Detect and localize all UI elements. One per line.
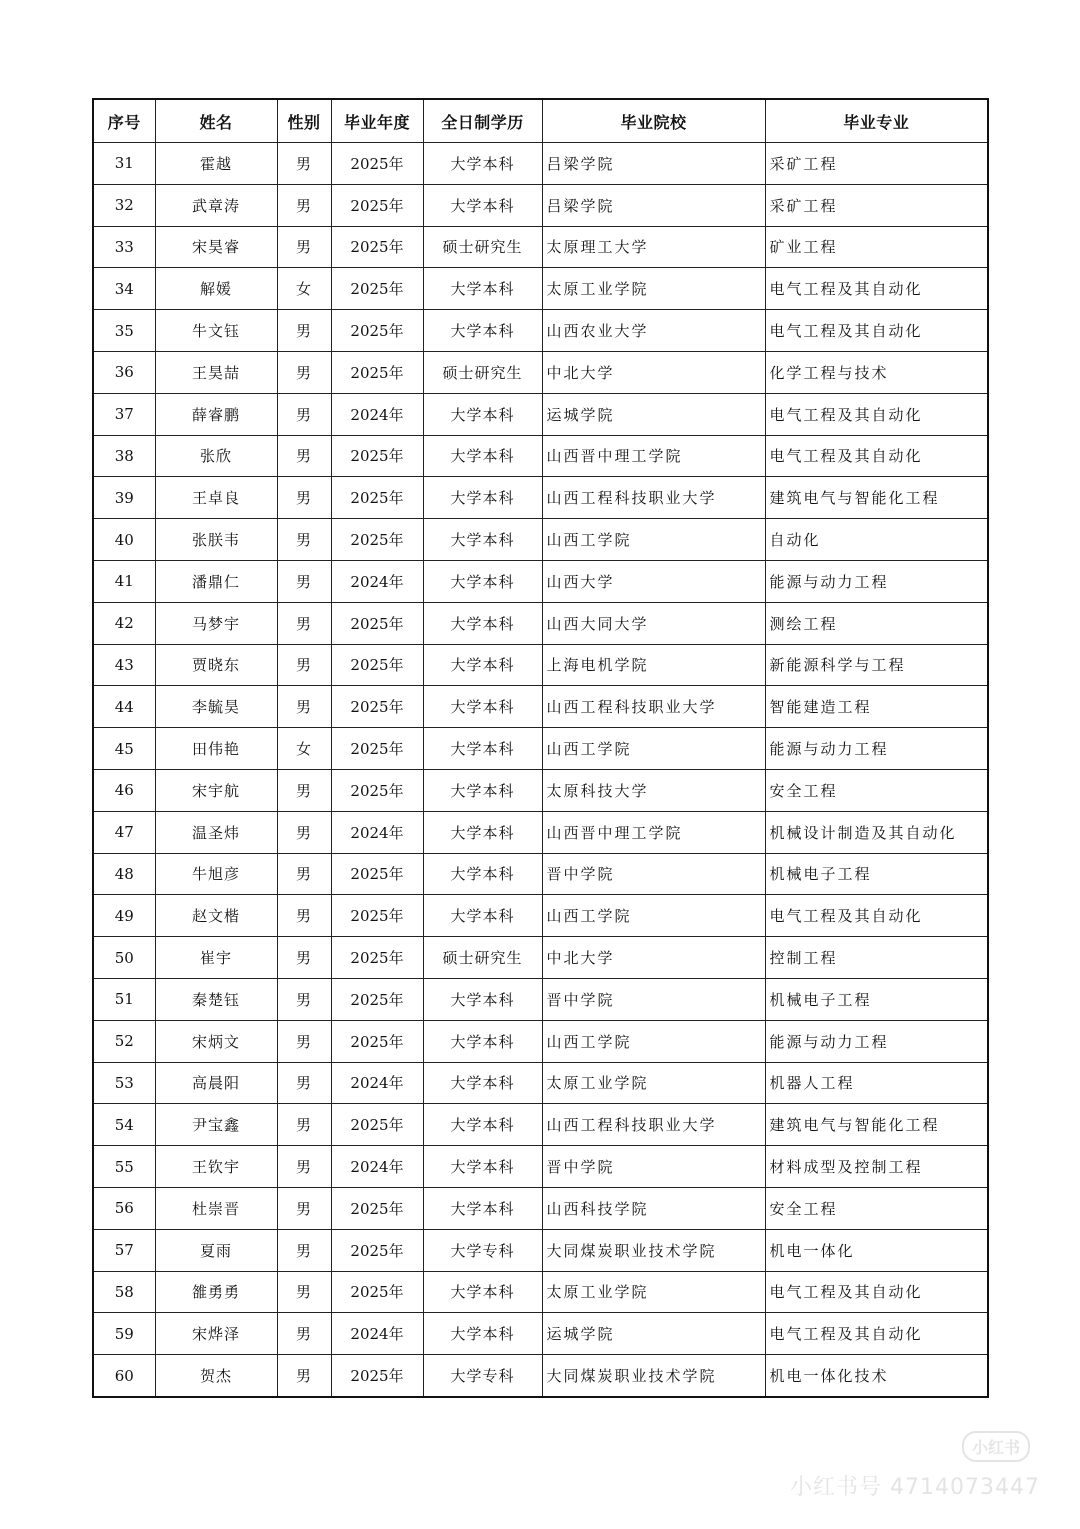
cell-grad-year: 2025年 <box>331 978 423 1020</box>
cell-education: 大学本科 <box>423 560 542 602</box>
cell-index: 59 <box>93 1313 155 1355</box>
cell-name: 温圣炜 <box>155 811 277 853</box>
cell-grad-year: 2025年 <box>331 519 423 561</box>
table-row <box>93 602 988 644</box>
cell-major: 矿业工程 <box>765 226 988 268</box>
table-row <box>93 1271 988 1313</box>
cell-major: 化学工程与技术 <box>765 351 988 393</box>
cell-grad-year: 2025年 <box>331 1187 423 1229</box>
cell-name: 宋宇航 <box>155 769 277 811</box>
cell-education: 大学本科 <box>423 895 542 937</box>
table-row <box>93 1187 988 1229</box>
cell-major: 建筑电气与智能化工程 <box>765 477 988 519</box>
cell-index: 54 <box>93 1104 155 1146</box>
cell-school: 山西工程科技职业大学 <box>542 1104 765 1146</box>
cell-grad-year: 2025年 <box>331 226 423 268</box>
cell-school: 太原工业学院 <box>542 268 765 310</box>
cell-grad-year: 2025年 <box>331 310 423 352</box>
table-row <box>93 1062 988 1104</box>
table-header <box>93 99 988 143</box>
cell-gender: 男 <box>277 1355 331 1397</box>
cell-school: 太原工业学院 <box>542 1062 765 1104</box>
cell-index: 41 <box>93 560 155 602</box>
cell-grad-year: 2025年 <box>331 1020 423 1062</box>
table-row <box>93 435 988 477</box>
cell-school: 运城学院 <box>542 1313 765 1355</box>
cell-school: 山西大同大学 <box>542 602 765 644</box>
cell-major: 电气工程及其自动化 <box>765 268 988 310</box>
cell-education: 大学本科 <box>423 686 542 728</box>
cell-education: 大学专科 <box>423 1355 542 1397</box>
cell-school: 中北大学 <box>542 937 765 979</box>
cell-grad-year: 2025年 <box>331 435 423 477</box>
cell-education: 大学本科 <box>423 1187 542 1229</box>
cell-major: 能源与动力工程 <box>765 560 988 602</box>
cell-education: 大学本科 <box>423 1313 542 1355</box>
cell-gender: 男 <box>277 1020 331 1062</box>
cell-education: 大学本科 <box>423 811 542 853</box>
table-row <box>93 393 988 435</box>
cell-major: 测绘工程 <box>765 602 988 644</box>
cell-index: 32 <box>93 184 155 226</box>
cell-name: 薛睿鹏 <box>155 393 277 435</box>
cell-school: 运城学院 <box>542 393 765 435</box>
table-row <box>93 1313 988 1355</box>
table-row <box>93 1146 988 1188</box>
cell-grad-year: 2024年 <box>331 560 423 602</box>
cell-grad-year: 2025年 <box>331 1271 423 1313</box>
cell-school: 山西工程科技职业大学 <box>542 477 765 519</box>
cell-major: 新能源科学与工程 <box>765 644 988 686</box>
cell-gender: 男 <box>277 143 331 185</box>
cell-school: 山西工学院 <box>542 728 765 770</box>
cell-education: 大学本科 <box>423 519 542 561</box>
cell-gender: 男 <box>277 435 331 477</box>
cell-major: 电气工程及其自动化 <box>765 310 988 352</box>
cell-education: 硕士研究生 <box>423 937 542 979</box>
cell-major: 机械设计制造及其自动化 <box>765 811 988 853</box>
table-row <box>93 728 988 770</box>
table-row <box>93 268 988 310</box>
cell-index: 36 <box>93 351 155 393</box>
cell-grad-year: 2025年 <box>331 728 423 770</box>
cell-gender: 男 <box>277 1062 331 1104</box>
cell-gender: 女 <box>277 728 331 770</box>
cell-education: 大学本科 <box>423 393 542 435</box>
table-row <box>93 1104 988 1146</box>
cell-name: 雒勇勇 <box>155 1271 277 1313</box>
cell-name: 张朕韦 <box>155 519 277 561</box>
cell-name: 秦楚钰 <box>155 978 277 1020</box>
cell-grad-year: 2025年 <box>331 1104 423 1146</box>
table-row <box>93 351 988 393</box>
cell-education: 大学本科 <box>423 477 542 519</box>
cell-major: 机器人工程 <box>765 1062 988 1104</box>
cell-school: 大同煤炭职业技术学院 <box>542 1229 765 1271</box>
cell-grad-year: 2025年 <box>331 1355 423 1397</box>
cell-name: 牛旭彦 <box>155 853 277 895</box>
table-row <box>93 1355 988 1397</box>
cell-school: 晋中学院 <box>542 853 765 895</box>
cell-name: 霍越 <box>155 143 277 185</box>
cell-name: 田伟艳 <box>155 728 277 770</box>
cell-name: 武章涛 <box>155 184 277 226</box>
cell-name: 王卓良 <box>155 477 277 519</box>
watermark-id: 小红书号 4714073447 <box>790 1475 1040 1500</box>
cell-school: 吕梁学院 <box>542 143 765 185</box>
cell-major: 建筑电气与智能化工程 <box>765 1104 988 1146</box>
cell-school: 晋中学院 <box>542 1146 765 1188</box>
header-index: 序号 <box>93 99 155 143</box>
cell-gender: 男 <box>277 1104 331 1146</box>
cell-grad-year: 2025年 <box>331 937 423 979</box>
cell-major: 机电一体化 <box>765 1229 988 1271</box>
table-row <box>93 1229 988 1271</box>
cell-major: 采矿工程 <box>765 143 988 185</box>
cell-grad-year: 2025年 <box>331 686 423 728</box>
cell-name: 宋昊睿 <box>155 226 277 268</box>
cell-school: 山西工学院 <box>542 1020 765 1062</box>
cell-education: 大学本科 <box>423 978 542 1020</box>
cell-grad-year: 2025年 <box>331 769 423 811</box>
cell-gender: 男 <box>277 1146 331 1188</box>
cell-gender: 男 <box>277 895 331 937</box>
cell-index: 53 <box>93 1062 155 1104</box>
cell-name: 王钦宇 <box>155 1146 277 1188</box>
cell-index: 46 <box>93 769 155 811</box>
table-body <box>93 143 988 1397</box>
cell-gender: 男 <box>277 1187 331 1229</box>
cell-index: 43 <box>93 644 155 686</box>
cell-name: 解媛 <box>155 268 277 310</box>
cell-gender: 男 <box>277 184 331 226</box>
cell-index: 34 <box>93 268 155 310</box>
cell-school: 山西晋中理工学院 <box>542 811 765 853</box>
cell-major: 智能建造工程 <box>765 686 988 728</box>
cell-name: 马梦宇 <box>155 602 277 644</box>
cell-major: 电气工程及其自动化 <box>765 393 988 435</box>
cell-name: 潘鼎仁 <box>155 560 277 602</box>
table-row <box>93 1020 988 1062</box>
cell-gender: 男 <box>277 978 331 1020</box>
cell-gender: 男 <box>277 644 331 686</box>
cell-name: 宋炳文 <box>155 1020 277 1062</box>
cell-index: 31 <box>93 143 155 185</box>
cell-education: 大学本科 <box>423 310 542 352</box>
cell-gender: 女 <box>277 268 331 310</box>
cell-school: 中北大学 <box>542 351 765 393</box>
cell-name: 张欣 <box>155 435 277 477</box>
cell-index: 40 <box>93 519 155 561</box>
table-row <box>93 644 988 686</box>
table-row <box>93 937 988 979</box>
cell-grad-year: 2025年 <box>331 184 423 226</box>
cell-gender: 男 <box>277 1313 331 1355</box>
cell-index: 58 <box>93 1271 155 1313</box>
cell-index: 52 <box>93 1020 155 1062</box>
cell-grad-year: 2025年 <box>331 143 423 185</box>
cell-name: 王昊喆 <box>155 351 277 393</box>
cell-education: 大学专科 <box>423 1229 542 1271</box>
cell-index: 56 <box>93 1187 155 1229</box>
cell-education: 大学本科 <box>423 1020 542 1062</box>
cell-education: 大学本科 <box>423 602 542 644</box>
cell-education: 大学本科 <box>423 268 542 310</box>
cell-major: 电气工程及其自动化 <box>765 895 988 937</box>
cell-name: 贺杰 <box>155 1355 277 1397</box>
cell-gender: 男 <box>277 811 331 853</box>
cell-gender: 男 <box>277 1229 331 1271</box>
cell-education: 大学本科 <box>423 184 542 226</box>
table-row <box>93 811 988 853</box>
header-major: 毕业专业 <box>765 99 988 143</box>
cell-major: 电气工程及其自动化 <box>765 1313 988 1355</box>
table-row <box>93 978 988 1020</box>
cell-index: 42 <box>93 602 155 644</box>
cell-grad-year: 2025年 <box>331 268 423 310</box>
cell-gender: 男 <box>277 519 331 561</box>
cell-index: 37 <box>93 393 155 435</box>
cell-education: 大学本科 <box>423 1062 542 1104</box>
roster-table-container <box>92 98 987 1398</box>
cell-gender: 男 <box>277 1271 331 1313</box>
cell-index: 55 <box>93 1146 155 1188</box>
cell-gender: 男 <box>277 853 331 895</box>
cell-index: 48 <box>93 853 155 895</box>
cell-gender: 男 <box>277 310 331 352</box>
table-row <box>93 895 988 937</box>
header-name: 姓名 <box>155 99 277 143</box>
watermark-logo: 小红书 <box>962 1431 1030 1462</box>
cell-major: 机电一体化技术 <box>765 1355 988 1397</box>
cell-school: 大同煤炭职业技术学院 <box>542 1355 765 1397</box>
cell-gender: 男 <box>277 351 331 393</box>
table-row <box>93 226 988 268</box>
cell-index: 49 <box>93 895 155 937</box>
cell-school: 太原科技大学 <box>542 769 765 811</box>
cell-index: 33 <box>93 226 155 268</box>
cell-index: 39 <box>93 477 155 519</box>
cell-name: 夏雨 <box>155 1229 277 1271</box>
cell-school: 山西大学 <box>542 560 765 602</box>
table-row <box>93 519 988 561</box>
cell-major: 能源与动力工程 <box>765 728 988 770</box>
table-row <box>93 143 988 185</box>
cell-school: 山西工学院 <box>542 895 765 937</box>
cell-grad-year: 2024年 <box>331 1062 423 1104</box>
header-grad-year: 毕业年度 <box>331 99 423 143</box>
cell-school: 山西晋中理工学院 <box>542 435 765 477</box>
table-row <box>93 853 988 895</box>
cell-education: 大学本科 <box>423 1146 542 1188</box>
cell-gender: 男 <box>277 602 331 644</box>
header-school: 毕业院校 <box>542 99 765 143</box>
cell-index: 60 <box>93 1355 155 1397</box>
cell-major: 机械电子工程 <box>765 853 988 895</box>
cell-education: 大学本科 <box>423 435 542 477</box>
cell-grad-year: 2024年 <box>331 1313 423 1355</box>
watermark <box>790 1431 1040 1501</box>
cell-education: 硕士研究生 <box>423 226 542 268</box>
cell-major: 控制工程 <box>765 937 988 979</box>
cell-name: 高晨阳 <box>155 1062 277 1104</box>
header-education: 全日制学历 <box>423 99 542 143</box>
cell-major: 安全工程 <box>765 769 988 811</box>
table-row <box>93 310 988 352</box>
cell-major: 安全工程 <box>765 1187 988 1229</box>
cell-name: 崔宇 <box>155 937 277 979</box>
cell-education: 大学本科 <box>423 1104 542 1146</box>
cell-grad-year: 2025年 <box>331 602 423 644</box>
cell-index: 57 <box>93 1229 155 1271</box>
cell-major: 电气工程及其自动化 <box>765 435 988 477</box>
cell-school: 山西工程科技职业大学 <box>542 686 765 728</box>
cell-education: 大学本科 <box>423 728 542 770</box>
cell-grad-year: 2025年 <box>331 477 423 519</box>
cell-gender: 男 <box>277 937 331 979</box>
cell-grad-year: 2025年 <box>331 853 423 895</box>
cell-grad-year: 2024年 <box>331 393 423 435</box>
cell-name: 宋烨泽 <box>155 1313 277 1355</box>
cell-major: 自动化 <box>765 519 988 561</box>
cell-name: 李毓昊 <box>155 686 277 728</box>
cell-education: 大学本科 <box>423 853 542 895</box>
cell-name: 贾晓东 <box>155 644 277 686</box>
cell-grad-year: 2024年 <box>331 811 423 853</box>
cell-grad-year: 2024年 <box>331 1146 423 1188</box>
cell-index: 38 <box>93 435 155 477</box>
cell-education: 大学本科 <box>423 769 542 811</box>
cell-school: 上海电机学院 <box>542 644 765 686</box>
header-row <box>93 99 988 143</box>
cell-education: 大学本科 <box>423 644 542 686</box>
cell-name: 牛文钰 <box>155 310 277 352</box>
cell-grad-year: 2025年 <box>331 1229 423 1271</box>
cell-grad-year: 2025年 <box>331 351 423 393</box>
cell-gender: 男 <box>277 477 331 519</box>
table-row <box>93 477 988 519</box>
cell-school: 太原理工大学 <box>542 226 765 268</box>
cell-education: 大学本科 <box>423 1271 542 1313</box>
cell-name: 尹宝鑫 <box>155 1104 277 1146</box>
roster-table <box>92 98 989 1398</box>
cell-major: 采矿工程 <box>765 184 988 226</box>
cell-major: 电气工程及其自动化 <box>765 1271 988 1313</box>
cell-gender: 男 <box>277 560 331 602</box>
cell-gender: 男 <box>277 226 331 268</box>
header-gender: 性别 <box>277 99 331 143</box>
cell-major: 能源与动力工程 <box>765 1020 988 1062</box>
table-row <box>93 184 988 226</box>
cell-major: 机械电子工程 <box>765 978 988 1020</box>
cell-school: 山西农业大学 <box>542 310 765 352</box>
cell-index: 51 <box>93 978 155 1020</box>
table-row <box>93 769 988 811</box>
cell-education: 硕士研究生 <box>423 351 542 393</box>
cell-name: 赵文楷 <box>155 895 277 937</box>
cell-index: 44 <box>93 686 155 728</box>
cell-gender: 男 <box>277 686 331 728</box>
cell-major: 材料成型及控制工程 <box>765 1146 988 1188</box>
table-row <box>93 560 988 602</box>
cell-school: 晋中学院 <box>542 978 765 1020</box>
cell-grad-year: 2025年 <box>331 895 423 937</box>
cell-gender: 男 <box>277 769 331 811</box>
cell-index: 47 <box>93 811 155 853</box>
cell-name: 杜崇晋 <box>155 1187 277 1229</box>
cell-school: 山西科技学院 <box>542 1187 765 1229</box>
table-row <box>93 686 988 728</box>
cell-school: 太原工业学院 <box>542 1271 765 1313</box>
cell-grad-year: 2025年 <box>331 644 423 686</box>
cell-gender: 男 <box>277 393 331 435</box>
cell-index: 35 <box>93 310 155 352</box>
cell-school: 山西工学院 <box>542 519 765 561</box>
cell-education: 大学本科 <box>423 143 542 185</box>
cell-index: 45 <box>93 728 155 770</box>
cell-school: 吕梁学院 <box>542 184 765 226</box>
cell-index: 50 <box>93 937 155 979</box>
